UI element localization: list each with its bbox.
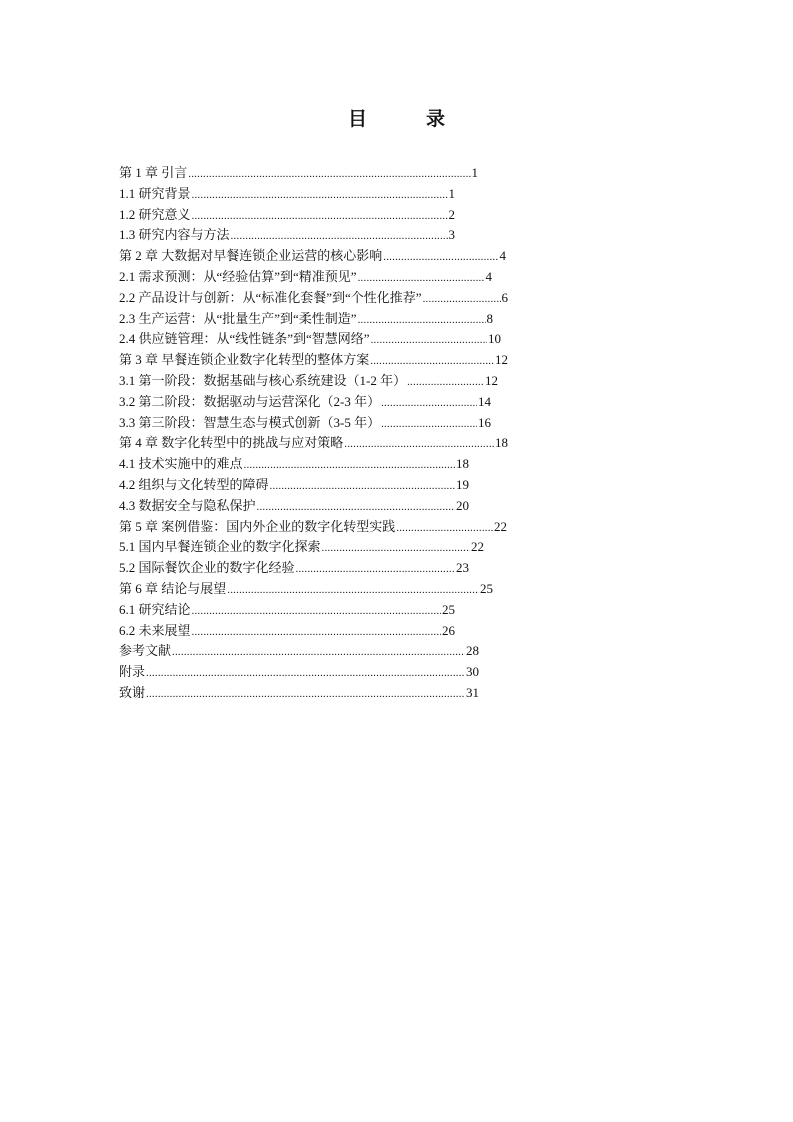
dot-leader (322, 538, 470, 559)
toc-entry[interactable] (119, 475, 469, 496)
toc-entry-page: 8 (486, 310, 493, 326)
toc-entry-page: 31 (466, 684, 479, 700)
toc-entry[interactable] (119, 662, 479, 683)
toc-entry-label: 附录 (119, 662, 146, 683)
toc-entry[interactable] (119, 288, 508, 309)
toc-entry-page: 1 (471, 165, 478, 180)
toc-entry-page: 16 (478, 414, 491, 430)
dot-leader (192, 601, 441, 622)
toc-entry[interactable] (119, 537, 484, 558)
toc-entry-label: 参考文献 (119, 641, 172, 662)
toc-entry-label: 4.2 组织与文化转型的障碍 (119, 475, 270, 496)
toc-entry[interactable] (119, 579, 493, 600)
toc-entry-page: 30 (466, 664, 479, 680)
toc-entry[interactable] (119, 184, 455, 205)
toc-entry-label: 1.3 研究内容与方法 (119, 225, 231, 246)
toc-entry-label: 2.4 供应链管理：从“线性链条”到“智慧网络” (119, 329, 371, 350)
toc-entry[interactable] (119, 225, 455, 246)
toc-entry[interactable] (119, 309, 493, 330)
toc-entry-page: 18 (495, 435, 508, 451)
toc-entry-page: 12 (485, 372, 498, 388)
toc-entry-label: 2.2 产品设计与创新：从“标准化套餐”到“个性化推荐” (119, 288, 423, 309)
toc-entry-label: 2.3 生产运营：从“批量生产”到“柔性制造” (119, 309, 358, 330)
toc-entry-label: 第 6 章 结论与展望 (119, 579, 227, 600)
dot-leader (192, 185, 448, 206)
table-of-contents (119, 163, 508, 704)
toc-entry-page: 14 (478, 393, 491, 409)
dot-leader (296, 559, 455, 580)
toc-entry-label: 1.1 研究背景 (119, 184, 192, 205)
dot-leader (146, 663, 465, 684)
toc-entry[interactable] (119, 621, 455, 642)
dot-leader (146, 684, 465, 705)
toc-entry-page: 4 (499, 248, 506, 264)
dot-leader (407, 372, 484, 393)
toc-entry-page: 18 (456, 456, 469, 472)
toc-entry-page: 25 (480, 580, 493, 596)
dot-leader (188, 164, 470, 185)
dot-leader (396, 518, 493, 539)
toc-title: 目 录 (347, 108, 465, 130)
toc-entry-page: 12 (495, 352, 508, 368)
dot-leader (371, 330, 487, 351)
dot-leader (270, 476, 455, 497)
toc-entry[interactable] (119, 641, 479, 662)
toc-entry-label: 4.3 数据安全与隐私保护 (119, 496, 257, 517)
dot-leader (244, 455, 455, 476)
dot-leader (172, 642, 465, 663)
toc-entry[interactable] (119, 329, 501, 350)
toc-entry[interactable] (119, 496, 469, 517)
toc-entry-page: 22 (494, 518, 507, 534)
toc-entry[interactable] (119, 371, 498, 392)
dot-leader (192, 622, 441, 643)
toc-entry[interactable] (119, 246, 506, 267)
toc-entry[interactable] (119, 454, 469, 475)
toc-entry-label: 3.1 第一阶段：数据基础与核心系统建设（1-2 年） (119, 371, 407, 392)
toc-entry-label: 5.2 国际餐饮企业的数字化经验 (119, 558, 296, 579)
toc-entry[interactable] (119, 600, 455, 621)
toc-entry-page: 10 (488, 331, 501, 347)
toc-entry-label: 2.1 需求预测：从“经验估算”到“精准预见” (119, 267, 358, 288)
toc-entry[interactable] (119, 205, 455, 226)
toc-entry-page: 26 (442, 622, 455, 638)
toc-entry-label: 第 1 章 引言 (119, 163, 188, 184)
toc-entry-label: 5.1 国内早餐连锁企业的数字化探索 (119, 537, 322, 558)
toc-entry-page: 23 (456, 560, 469, 576)
dot-leader (344, 434, 494, 455)
toc-entry-page: 28 (466, 643, 479, 659)
dot-leader (192, 206, 448, 227)
dot-leader (370, 351, 494, 372)
toc-entry-label: 第 5 章 案例借鉴：国内外企业的数字化转型实践 (119, 517, 396, 538)
toc-entry[interactable] (119, 517, 507, 538)
dot-leader (358, 268, 485, 289)
toc-entry-page: 1 (448, 185, 455, 201)
toc-entry[interactable] (119, 413, 491, 434)
toc-entry-label: 致谢 (119, 683, 146, 704)
toc-entry-label: 第 3 章 早餐连锁企业数字化转型的整体方案 (119, 350, 370, 371)
toc-entry[interactable] (119, 392, 491, 413)
dot-leader (231, 226, 448, 247)
toc-entry[interactable] (119, 558, 469, 579)
toc-entry-page: 25 (442, 601, 455, 617)
toc-entry-label: 3.2 第二阶段：数据驱动与运营深化（2-3 年） (119, 392, 381, 413)
dot-leader (383, 247, 498, 268)
toc-entry[interactable] (119, 350, 508, 371)
toc-entry-label: 1.2 研究意义 (119, 205, 192, 226)
dot-leader (381, 393, 477, 414)
toc-entry-label: 第 4 章 数字化转型中的挑战与应对策略 (119, 433, 344, 454)
toc-entry-page: 2 (448, 206, 455, 222)
dot-leader (381, 414, 477, 435)
toc-entry-page: 19 (456, 476, 469, 492)
toc-entry-page: 4 (485, 268, 492, 284)
toc-entry-label: 4.1 技术实施中的难点 (119, 454, 244, 475)
toc-entry-label: 6.1 研究结论 (119, 600, 192, 621)
toc-entry-page: 22 (471, 539, 484, 555)
toc-entry[interactable] (119, 683, 479, 704)
toc-entry[interactable] (119, 267, 492, 288)
toc-entry-page: 3 (448, 227, 455, 243)
toc-entry-page: 20 (456, 497, 469, 513)
dot-leader (257, 497, 455, 518)
toc-entry-label: 6.2 未来展望 (119, 621, 192, 642)
toc-entry-page: 6 (501, 289, 508, 305)
dot-leader (227, 580, 479, 601)
toc-entry[interactable] (119, 433, 508, 454)
dot-leader (423, 289, 501, 310)
dot-leader (358, 310, 486, 331)
toc-entry-label: 第 2 章 大数据对早餐连锁企业运营的核心影响 (119, 246, 383, 267)
toc-entry-label: 3.3 第三阶段：智慧生态与模式创新（3-5 年） (119, 413, 381, 434)
toc-entry[interactable] (119, 163, 478, 184)
